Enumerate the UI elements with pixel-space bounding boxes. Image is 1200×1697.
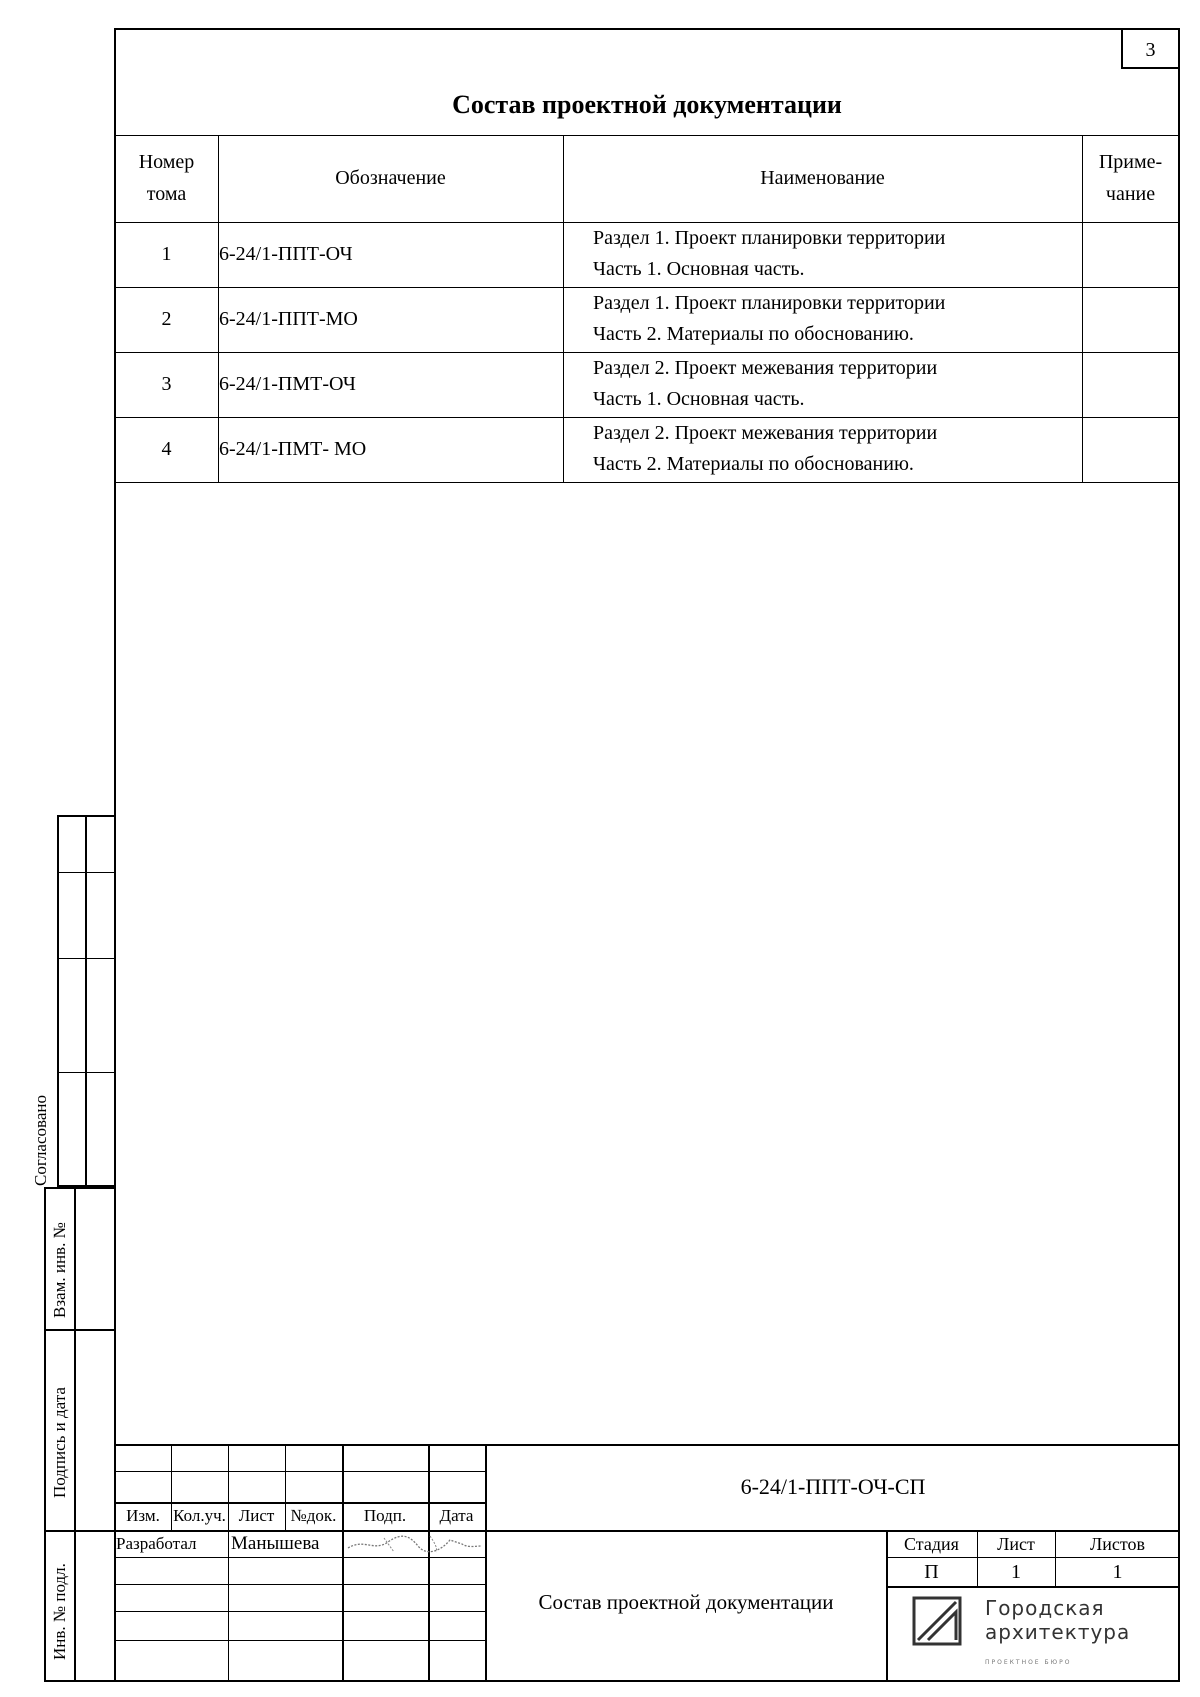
row-designation: 6-24/1-ППТ-ОЧ xyxy=(219,243,353,265)
developed-label: Разработал xyxy=(116,1534,197,1553)
company-logo-icon xyxy=(912,1596,962,1646)
row-designation: 6-24/1-ППТ-МО xyxy=(219,308,358,330)
stage-value: П xyxy=(924,1561,939,1583)
header-volume-line2: тома xyxy=(146,183,187,205)
sheet-label: Лист xyxy=(997,1534,1035,1554)
inv-original-label: Инв. № подл. xyxy=(50,1563,69,1660)
col-header-docnum: №док. xyxy=(290,1506,337,1525)
company-name-line2: архитектура xyxy=(985,1620,1131,1644)
row-volume: 1 xyxy=(161,243,172,265)
row-volume: 4 xyxy=(161,438,172,460)
header-volume-line1: Номер xyxy=(138,151,195,173)
row-name-line1: Раздел 1. Проект планировки территории xyxy=(593,292,946,314)
developer-name: Манышева xyxy=(231,1533,320,1554)
agreed-label: Согласовано xyxy=(31,1095,50,1186)
header-designation: Обозначение xyxy=(335,167,446,189)
sheet-value: 1 xyxy=(1011,1561,1021,1583)
col-header-change: Изм. xyxy=(126,1506,160,1525)
sign-date-label: Подпись и дата xyxy=(50,1387,69,1498)
document-code: 6-24/1-ППТ-ОЧ-СП xyxy=(740,1474,926,1499)
company-name-line1: Городская xyxy=(985,1596,1105,1620)
row-designation: 6-24/1-ПМТ- МО xyxy=(219,438,367,460)
sheet-number: 3 xyxy=(1145,39,1156,61)
header-name: Наименование xyxy=(760,167,885,189)
signature-image xyxy=(344,1532,484,1556)
row-designation: 6-24/1-ПМТ-ОЧ xyxy=(219,373,356,395)
row-name-line2: Часть 2. Материалы по обоснованию. xyxy=(593,323,914,345)
header-note-line2: чание xyxy=(1105,183,1156,205)
row-name-line2: Часть 1. Основная часть. xyxy=(593,388,805,410)
row-name-line2: Часть 2. Материалы по обоснованию. xyxy=(593,453,914,475)
col-header-sign: Подп. xyxy=(363,1506,407,1525)
col-header-qty: Кол.уч. xyxy=(173,1506,226,1525)
stage-label: Стадия xyxy=(904,1534,959,1554)
row-name-line1: Раздел 1. Проект планировки территории xyxy=(593,227,946,249)
replace-inv-label: Взам. инв. № xyxy=(50,1222,69,1318)
company-tagline: ПРОЕКТНОЕ БЮРО xyxy=(985,1659,1072,1666)
row-name-line1: Раздел 2. Проект межевания территории xyxy=(593,357,938,379)
col-header-date: Дата xyxy=(439,1506,474,1525)
page-title: Состав проектной документации xyxy=(452,90,842,119)
header-note-line1: Приме- xyxy=(1098,151,1163,173)
sheets-label: Листов xyxy=(1090,1534,1145,1554)
col-header-sheet: Лист xyxy=(238,1506,275,1525)
row-volume: 3 xyxy=(161,373,172,395)
row-volume: 2 xyxy=(161,308,172,330)
row-name-line1: Раздел 2. Проект межевания территории xyxy=(593,422,938,444)
row-name-line2: Часть 1. Основная часть. xyxy=(593,258,805,280)
document-title: Состав проектной документации xyxy=(538,1590,834,1614)
sheets-value: 1 xyxy=(1112,1561,1123,1583)
